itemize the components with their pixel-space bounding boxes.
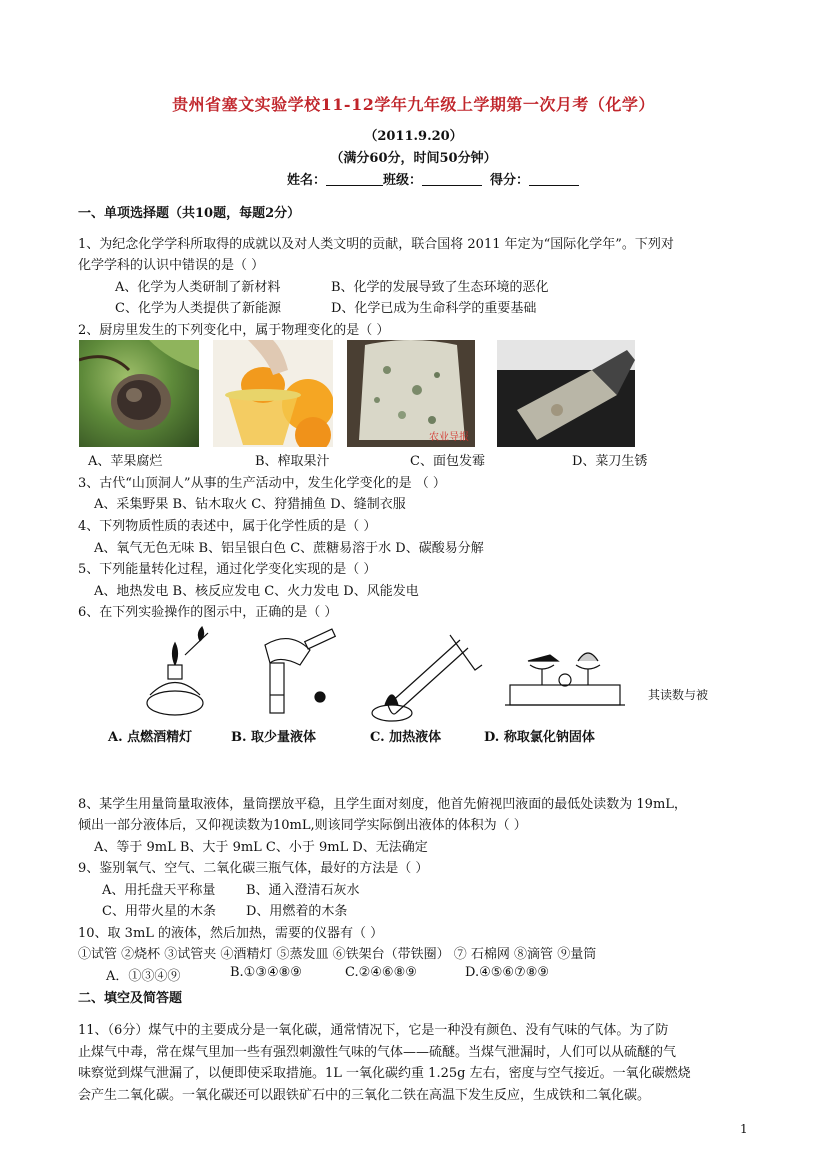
q2-option-b[interactable]: B、榨取果汁 (255, 454, 330, 469)
juicer-image (213, 340, 333, 447)
q11-line1: 11、（6分）煤气中的主要成分是一氧化碳，通常情况下，它是一种没有颜色、没有气味的气体。为了防 (78, 1023, 669, 1038)
q10-text: 10、取 3mL 的液体，然后加热，需要的仪器有（ ） (78, 926, 384, 941)
q10-option-a[interactable]: A．①③④⑨ (106, 969, 181, 984)
q1-line1: 1、为纪念化学学科所取得的成就以及对人类文明的贡献，联合国将 2011 年定为“国际化学年”。下列对 (78, 237, 674, 252)
q3-options[interactable]: A、采集野果 B、钻木取火 C、狩猎捕鱼 D、缝制衣服 (94, 497, 406, 512)
q6-option-d[interactable]: D. 称取氯化钠固体 (484, 730, 595, 745)
moldy-bread-image (347, 340, 475, 447)
rotten-apple-image (79, 340, 199, 447)
q3-text: 3、古代“山顶洞人”从事的生产活动中，发生化学变化的是 （ ） (78, 476, 446, 491)
name-blank[interactable] (326, 172, 383, 186)
rusty-knife-image (497, 340, 635, 447)
q1-option-a[interactable]: A、化学为人类研制了新材料 (115, 280, 281, 295)
photo-watermark: 农业导报 (429, 432, 469, 443)
q1-option-c[interactable]: C、化学为人类提供了新能源 (115, 301, 281, 316)
section1-heading: 一、单项选择题（共10题，每题2分） (78, 206, 301, 221)
q5-text: 5、下列能量转化过程，通过化学变化实现的是（ ） (78, 562, 377, 577)
page-title: 贵州省塞文实验学校11-12学年九年级上学期第一次月考（化学） (172, 95, 655, 114)
q1-line2: 化学学科的认识中错误的是（ ） (78, 258, 265, 273)
q2-option-a[interactable]: A、苹果腐烂 (88, 454, 163, 469)
q9-option-c[interactable]: C、用带火星的木条 (102, 904, 216, 919)
student-info-line (287, 169, 579, 188)
q2-option-c[interactable]: C、面包发霉 (410, 454, 485, 469)
q2-option-d[interactable]: D、菜刀生锈 (572, 454, 648, 469)
q6-option-b[interactable]: B. 取少量液体 (231, 730, 317, 745)
heating-liquid-drawing (372, 635, 482, 721)
q6-option-a[interactable]: A. 点燃酒精灯 (108, 730, 193, 745)
balance-scale-drawing (505, 653, 625, 705)
q5-options[interactable]: A、地热发电 B、核反应发电 C、火力发电 D、风能发电 (94, 584, 419, 599)
q10-option-d[interactable]: D.④⑤⑥⑦⑧⑨ (465, 965, 550, 980)
rusty-knife-photo (497, 340, 635, 447)
q1-option-d[interactable]: D、化学已成为生命科学的重要基础 (331, 301, 537, 316)
q10-option-c[interactable]: C.②④⑥⑧⑨ (345, 965, 417, 980)
dropper-drawing (265, 629, 335, 713)
exam-date: （2011.9.20） (364, 129, 463, 144)
q11-line4: 会产生二氧化碳。一氧化碳还可以跟铁矿石中的三氧化二铁在高温下发生反应，生成铁和二氧化碳。 (78, 1088, 651, 1103)
q9-option-d[interactable]: D、用燃着的木条 (246, 904, 348, 919)
alcohol-lamp-drawing (147, 627, 208, 715)
q4-text: 4、下列物质性质的表述中，属于化学性质的是（ ） (78, 519, 377, 534)
lab-operation-figures (130, 625, 640, 725)
q7-overflow-fragment: 其读数与被 (648, 688, 709, 702)
score-label: 得分： (490, 173, 530, 188)
q4-options[interactable]: A、氧气无色无味 B、铝呈银白色 C、蔗糖易溶于水 D、碳酸易分解 (94, 541, 484, 556)
moldy-bread-photo (347, 340, 475, 447)
rotten-apple-photo (79, 340, 199, 447)
name-label: 姓名： (287, 173, 327, 188)
score-blank[interactable] (529, 172, 579, 186)
exam-meta: （满分60分，时间50分钟） (330, 151, 497, 166)
class-label: 班级： (383, 173, 423, 188)
q9-option-b[interactable]: B、通入澄清石灰水 (246, 883, 360, 898)
q8-line1: 8、某学生用量筒量取液体，量筒摆放平稳，且学生面对刻度，他首先俯视凹液面的最低处读数为 19mL， (78, 797, 687, 812)
q6-option-c[interactable]: C. 加热液体 (370, 730, 442, 745)
q2-text: 2、厨房里发生的下列变化中，属于物理变化的是（ ） (78, 323, 390, 338)
class-blank[interactable] (422, 172, 482, 186)
q8-line2: 倾出一部分液体后，又仰视读数为10mL,则该同学实际倒出液体的体积为（ ） (78, 818, 527, 833)
section2-heading: 二、填空及简答题 (78, 991, 183, 1006)
q11-line2: 止煤气中毒，常在煤气里加一些有强烈刺激性气味的气体——硫醚。当煤气泄漏时，人们可以从硫醚的气 (78, 1045, 677, 1060)
q9-text: 9、鉴别氧气、空气、二氧化碳三瓶气体，最好的方法是（ ） (78, 861, 429, 876)
q1-option-b[interactable]: B、化学的发展导致了生态环境的恶化 (331, 280, 549, 295)
q8-options[interactable]: A、等于 9mL B、大于 9mL C、小于 9mL D、无法确定 (94, 840, 428, 855)
q9-option-a[interactable]: A、用托盘天平称量 (102, 883, 216, 898)
q10-option-b[interactable]: B.①③④⑧⑨ (230, 965, 302, 980)
juicer-photo (213, 340, 333, 447)
q6-text: 6、在下列实验操作的图示中，正确的是（ ） (78, 605, 338, 620)
page-number: 1 (740, 1122, 748, 1136)
q10-items: ①试管 ②烧杯 ③试管夹 ④酒精灯 ⑤蒸发皿 ⑥铁架台（带铁圈） ⑦ 石棉网 ⑧滴管 ⑨量筒 (78, 947, 597, 962)
q11-line3: 味察觉到煤气泄漏了，以便即使采取措施。1L 一氧化碳约重 1.25g 左右，密度与空气接近。一氧化碳燃烧 (78, 1066, 691, 1081)
